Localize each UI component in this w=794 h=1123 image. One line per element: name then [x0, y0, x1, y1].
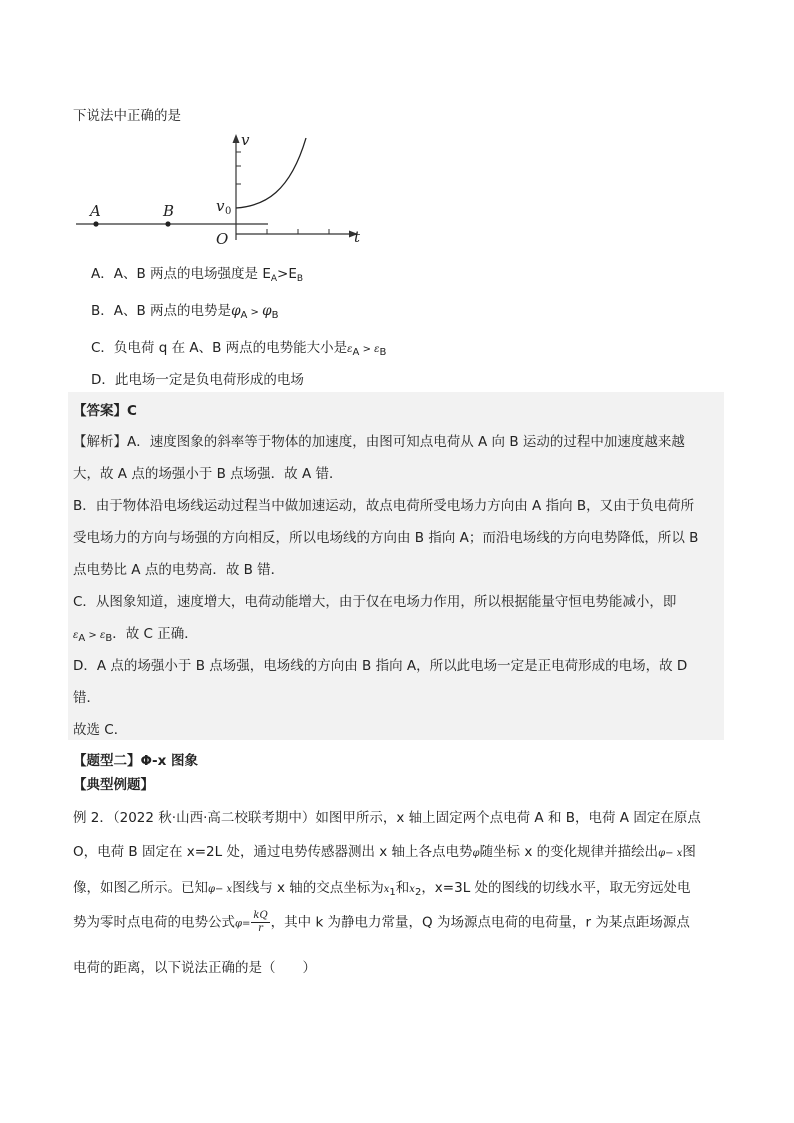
- analysis-line-10: 故选 C．: [73, 722, 128, 738]
- section-title: 【题型二】Φ-x 图象: [73, 753, 198, 769]
- analysis-line-3: B．由于物体沿电场线运动过程当中做加速运动，故点电荷所受电场力方向由 A 指向 B，又由于负电荷所: [73, 498, 695, 514]
- analysis-line-8: D．A 点的场强小于 B 点场强，电场线的方向由 B 指向 A，所以此电场一定是正电荷形成的电场，故 D: [73, 658, 688, 674]
- example-line-3: 像，如图乙所示。已知φ− x图线与 x 轴的交点坐标为$x_1$和$x_2$，x=3L 处的图线的切线水平，取无穷远处电: [73, 880, 691, 898]
- option-a: A．A、B 两点的电场强度是 $E_A>E_B$: [91, 266, 304, 284]
- label-origin: O: [216, 230, 229, 248]
- question-intro: 下说法中正确的是: [73, 108, 181, 124]
- v-axis-arrow: [233, 134, 240, 143]
- example-line-5: 电荷的距离，以下说法正确的是（ ）: [73, 960, 316, 976]
- analysis-line-5: 点电势比 A 点的电势高．故 B 错．: [73, 562, 285, 578]
- example-line-2: O，电荷 B 固定在 x=2L 处，通过电势传感器测出 x 轴上各点电势φ随坐标 x 的变化规律并描绘出φ− x图: [73, 844, 696, 860]
- point-b-dot: [165, 221, 170, 226]
- analysis-line-4: 受电场力的方向与场强的方向相反，所以电场线的方向由 B 指向 A；而沿电场线的方向电势降低，所以 B: [73, 530, 699, 546]
- analysis-line-1: 【解析】A．速度图象的斜率等于物体的加速度，由图可知点电荷从 A 向 B 运动的过程中加速度越来越: [73, 434, 685, 450]
- analysis-line-6: C．从图象知道，速度增大，电荷动能增大，由于仅在电场力作用，所以根据能量守恒电势能减小，即: [73, 594, 677, 610]
- potential-fraction: $\frac{kQ}{r}$: [253, 910, 268, 934]
- example-line-1: 例 2．（2022 秋·山西·高二校联考期中）如图甲所示，x 轴上固定两个点电荷 A 和 B，电荷 A 固定在原点: [73, 810, 701, 826]
- label-v0: v: [216, 197, 225, 215]
- label-v: v: [241, 131, 250, 149]
- example-line-4: 势为零时点电荷的电势公式φ= $\frac{kQ}{r}$ ，其中 k 为静电力常量，Q 为场源点电荷的电荷量，r 为某点距场源点: [73, 910, 690, 934]
- label-t: t: [354, 228, 361, 246]
- label-b: B: [163, 202, 175, 220]
- point-a-dot: [93, 221, 98, 226]
- option-c: C．负电荷 q 在 A、B 两点的电势能大小是$\varepsilon_A > \varepsilon_B$: [91, 340, 387, 358]
- label-a: A: [90, 202, 101, 220]
- option-d: D．此电场一定是负电荷形成的电场: [91, 372, 304, 388]
- analysis-line-2: 大，故 A 点的场强小于 B 点场强．故 A 错．: [73, 466, 343, 482]
- answer-label: 【答案】C: [73, 403, 137, 419]
- analysis-line-9: 错．: [73, 690, 100, 706]
- option-b: B．A、B 两点的电势是$\varphi_A > \varphi_B$: [91, 303, 279, 321]
- analysis-line-7: $\varepsilon_A > \varepsilon_B$．故 C 正确．: [73, 626, 198, 644]
- vt-figure: [70, 126, 370, 250]
- example-label: 【典型例题】: [73, 777, 154, 793]
- label-v0-sub: 0: [225, 206, 232, 217]
